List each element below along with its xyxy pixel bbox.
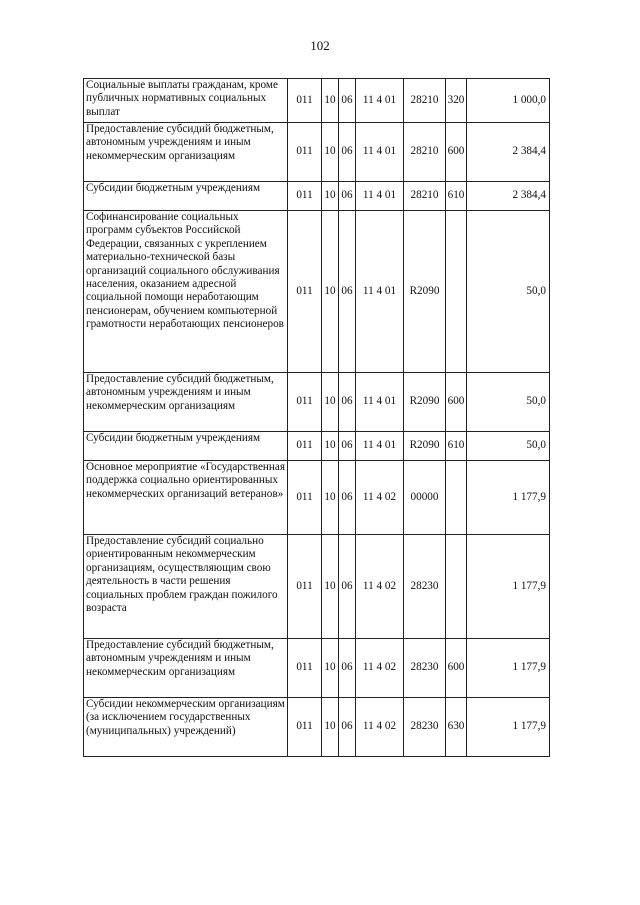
table-row bbox=[84, 535, 550, 639]
direction-code: 28210 bbox=[404, 123, 446, 182]
section-code: 10 bbox=[322, 79, 339, 123]
direction-code: 28210 bbox=[404, 182, 446, 211]
program-code: 11 4 01 bbox=[356, 211, 404, 373]
expense-type-code: 630 bbox=[446, 698, 467, 757]
table-row bbox=[84, 79, 550, 123]
program-code: 11 4 02 bbox=[356, 535, 404, 639]
amount: 2 384,4 bbox=[467, 182, 550, 211]
expense-type-code: 600 bbox=[446, 639, 467, 698]
amount: 50,0 bbox=[467, 373, 550, 432]
section-code: 10 bbox=[322, 639, 339, 698]
expense-type-code: 610 bbox=[446, 182, 467, 211]
program-code: 11 4 02 bbox=[356, 698, 404, 757]
expense-type-code: 600 bbox=[446, 123, 467, 182]
page-number: 102 bbox=[310, 38, 330, 53]
direction-code: R2090 bbox=[404, 211, 446, 373]
program-code: 11 4 01 bbox=[356, 182, 404, 211]
budget-table bbox=[83, 78, 550, 757]
subsection-code: 06 bbox=[339, 182, 356, 211]
ministry-code: 011 bbox=[288, 698, 322, 757]
amount: 1 177,9 bbox=[467, 535, 550, 639]
table-row bbox=[84, 211, 550, 373]
subsection-code: 06 bbox=[339, 373, 356, 432]
row-name: Субсидии бюджетным учреждениям bbox=[84, 432, 288, 461]
expense-type-code bbox=[446, 211, 467, 373]
row-name: Субсидии бюджетным учреждениям bbox=[84, 182, 288, 211]
table-row bbox=[84, 461, 550, 535]
table-row bbox=[84, 432, 550, 461]
table-row bbox=[84, 182, 550, 211]
direction-code: R2090 bbox=[404, 432, 446, 461]
program-code: 11 4 01 bbox=[356, 432, 404, 461]
amount: 1 177,9 bbox=[467, 639, 550, 698]
amount: 1 000,0 bbox=[467, 79, 550, 123]
table-row bbox=[84, 698, 550, 757]
ministry-code: 011 bbox=[288, 373, 322, 432]
section-code: 10 bbox=[322, 432, 339, 461]
section-code: 10 bbox=[322, 461, 339, 535]
amount: 1 177,9 bbox=[467, 698, 550, 757]
direction-code: 28230 bbox=[404, 639, 446, 698]
program-code: 11 4 01 bbox=[356, 373, 404, 432]
section-code: 10 bbox=[322, 211, 339, 373]
ministry-code: 011 bbox=[288, 461, 322, 535]
direction-code: 28230 bbox=[404, 698, 446, 757]
table-row bbox=[84, 373, 550, 432]
row-name: Софинансирование социальных программ субъектов Российской Федерации, связанных с укреплением материально-технической базы организаций социального обслуживания населения, оказанием адресной социальной помощи неработающим пенсионерам, обучением компьютерной грамотности неработающих пенсионеров bbox=[84, 211, 288, 373]
subsection-code: 06 bbox=[339, 639, 356, 698]
ministry-code: 011 bbox=[288, 211, 322, 373]
ministry-code: 011 bbox=[288, 432, 322, 461]
ministry-code: 011 bbox=[288, 79, 322, 123]
row-name: Основное мероприятие «Государственная поддержка социально ориентированных некоммерческих организаций ветеранов» bbox=[84, 461, 288, 535]
expense-type-code bbox=[446, 535, 467, 639]
row-name: Предоставление субсидий социально ориентированным некоммерческим организациям, осуществляющим свою деятельность в части решения социальных проблем граждан пожилого возраста bbox=[84, 535, 288, 639]
row-name: Предоставление субсидий бюджетным, автономным учреждениям и иным некоммерческим организациям bbox=[84, 639, 288, 698]
direction-code: 00000 bbox=[404, 461, 446, 535]
ministry-code: 011 bbox=[288, 182, 322, 211]
ministry-code: 011 bbox=[288, 123, 322, 182]
subsection-code: 06 bbox=[339, 698, 356, 757]
expense-type-code: 320 bbox=[446, 79, 467, 123]
program-code: 11 4 02 bbox=[356, 639, 404, 698]
amount: 50,0 bbox=[467, 211, 550, 373]
ministry-code: 011 bbox=[288, 639, 322, 698]
section-code: 10 bbox=[322, 373, 339, 432]
expense-type-code: 610 bbox=[446, 432, 467, 461]
section-code: 10 bbox=[322, 123, 339, 182]
program-code: 11 4 01 bbox=[356, 79, 404, 123]
ministry-code: 011 bbox=[288, 535, 322, 639]
subsection-code: 06 bbox=[339, 432, 356, 461]
direction-code: 28210 bbox=[404, 79, 446, 123]
row-name: Предоставление субсидий бюджетным, автономным учреждениям и иным некоммерческим организациям bbox=[84, 373, 288, 432]
expense-type-code bbox=[446, 461, 467, 535]
subsection-code: 06 bbox=[339, 79, 356, 123]
expense-type-code: 600 bbox=[446, 373, 467, 432]
row-name: Социальные выплаты гражданам, кроме публичных нормативных социальных выплат bbox=[84, 79, 288, 123]
row-name: Предоставление субсидий бюджетным, автономным учреждениям и иным некоммерческим организациям bbox=[84, 123, 288, 182]
table-row bbox=[84, 639, 550, 698]
budget-table-body bbox=[84, 79, 550, 757]
amount: 50,0 bbox=[467, 432, 550, 461]
program-code: 11 4 02 bbox=[356, 461, 404, 535]
section-code: 10 bbox=[322, 698, 339, 757]
subsection-code: 06 bbox=[339, 123, 356, 182]
amount: 1 177,9 bbox=[467, 461, 550, 535]
section-code: 10 bbox=[322, 535, 339, 639]
table-row bbox=[84, 123, 550, 182]
section-code: 10 bbox=[322, 182, 339, 211]
subsection-code: 06 bbox=[339, 535, 356, 639]
subsection-code: 06 bbox=[339, 461, 356, 535]
row-name: Субсидии некоммерческим организациям (за исключением государственных (муниципальных) учреждений) bbox=[84, 698, 288, 757]
amount: 2 384,4 bbox=[467, 123, 550, 182]
program-code: 11 4 01 bbox=[356, 123, 404, 182]
subsection-code: 06 bbox=[339, 211, 356, 373]
direction-code: R2090 bbox=[404, 373, 446, 432]
direction-code: 28230 bbox=[404, 535, 446, 639]
